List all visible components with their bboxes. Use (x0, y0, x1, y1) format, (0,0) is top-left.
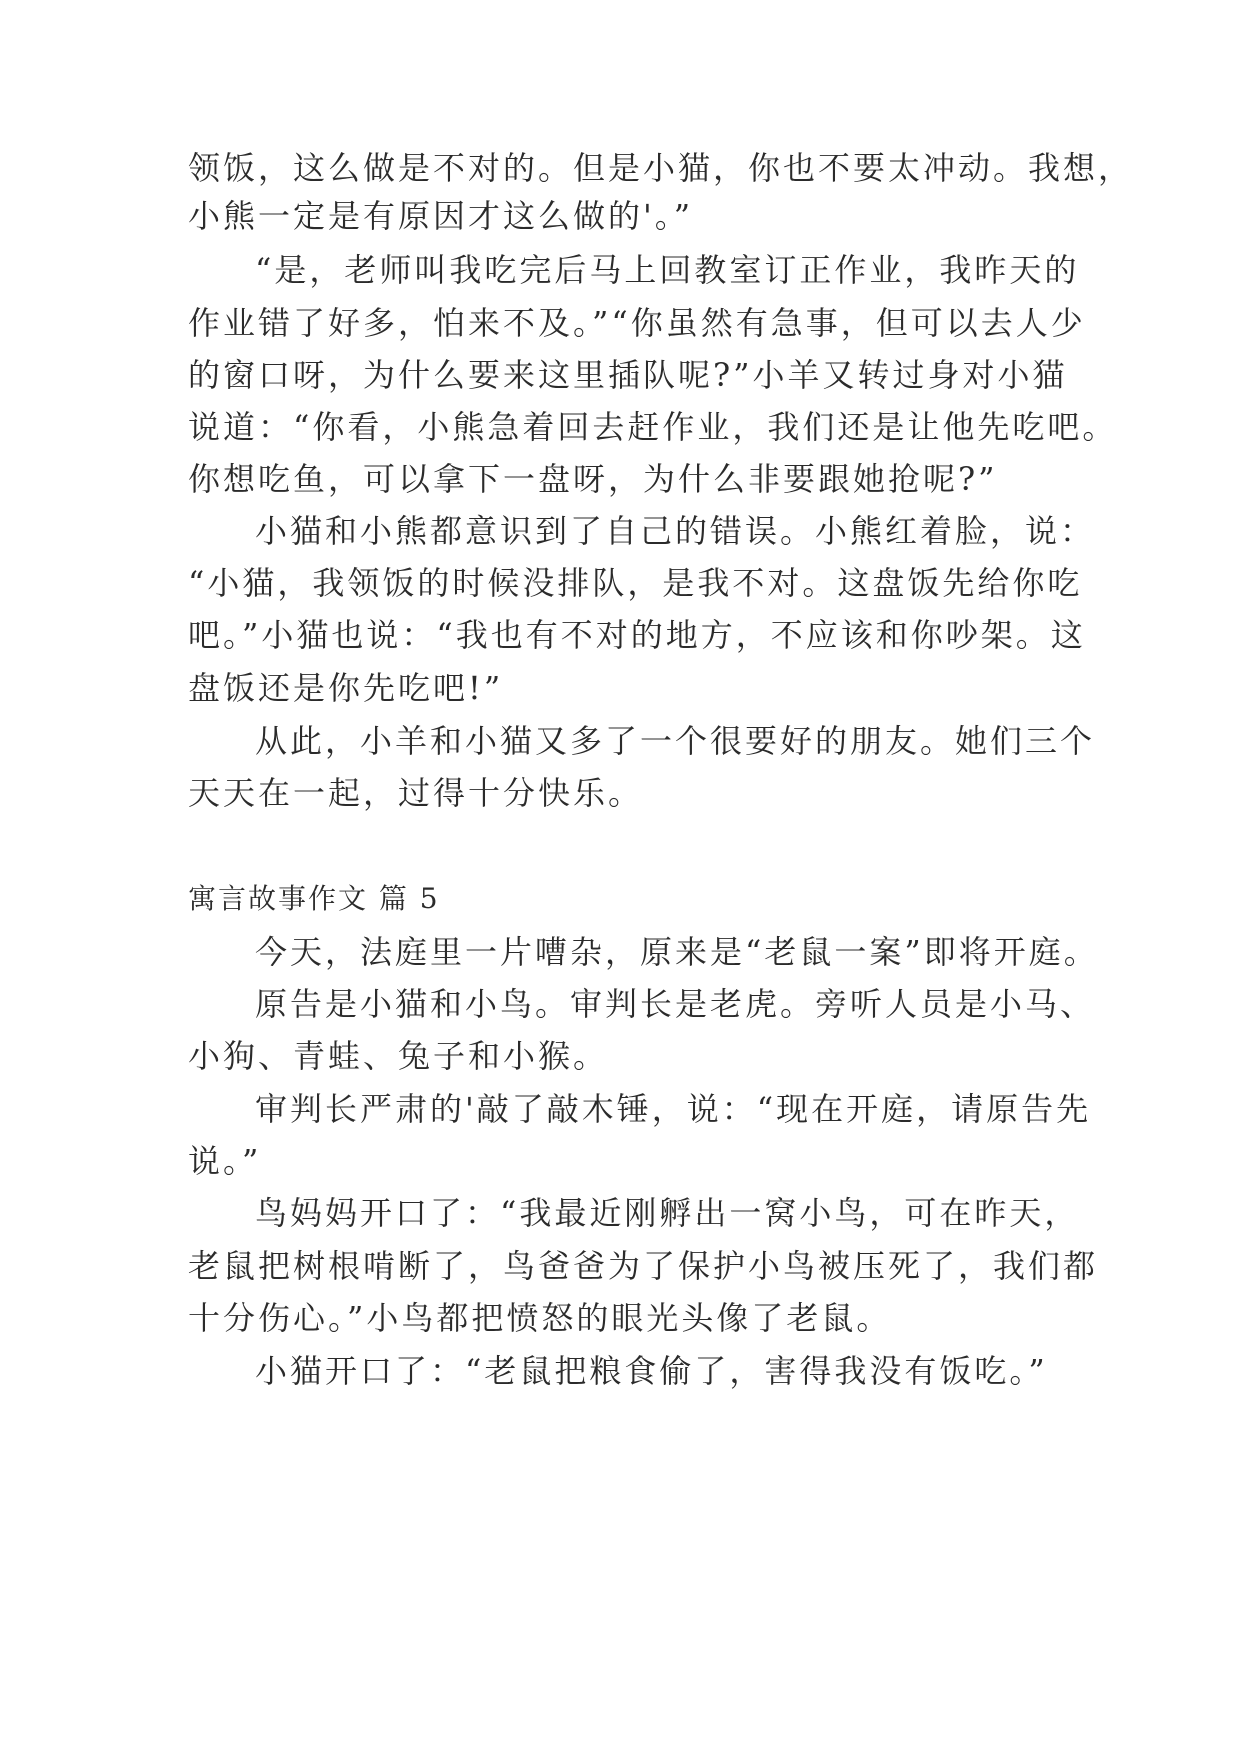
text-line: “小猫，我领饭的时候没排队，是我不对。这盘饭先给你吃 (188, 564, 1083, 602)
text-line: 小猫开口了：“老鼠把粮食偷了，害得我没有饭吃。” (255, 1352, 1048, 1390)
text-line: 审判长严肃的'敲了敲木锤，说：“现在开庭，请原告先 (255, 1090, 1092, 1128)
section-heading: 寓言故事作文 篇 5 (188, 882, 440, 915)
text-line: 小狗、青蛙、兔子和小猴。 (188, 1037, 609, 1075)
text-line: 原告是小猫和小鸟。审判长是老虎。旁听人员是小马、 (255, 985, 1096, 1023)
text-line: 十分伤心。”小鸟都把愤怒的眼光头像了老鼠。 (188, 1299, 892, 1337)
text-line: 盘饭还是你先吃吧!” (188, 669, 504, 707)
text-line: 天天在一起，过得十分快乐。 (188, 774, 644, 812)
text-line: 从此，小羊和小猫又多了一个很要好的朋友。她们三个 (255, 722, 1096, 760)
text-line: 鸟妈妈开口了：“我最近刚孵出一窝小鸟，可在昨天， (255, 1194, 1080, 1232)
text-line: “是，老师叫我吃完后马上回教室订正作业，我昨天的 (255, 251, 1080, 289)
text-line: 说。” (188, 1142, 262, 1180)
text-line: 说道：“你看，小熊急着回去赶作业，我们还是让他先吃吧。 (188, 408, 1118, 446)
text-line: 小熊一定是有原因才这么做的'。” (188, 197, 694, 235)
text-line: 小猫和小熊都意识到了自己的错误。小熊红着脸，说： (255, 512, 1096, 550)
text-line: 你想吃鱼，可以拿下一盘呀，为什么非要跟她抢呢?” (188, 460, 998, 498)
text-line: 吧。”小猫也说：“我也有不对的地方，不应该和你吵架。这 (188, 616, 1086, 654)
text-line: 今天，法庭里一片嘈杂，原来是“老鼠一案”即将开庭。 (255, 933, 1099, 971)
text-line: 作业错了好多，怕来不及。”“你虽然有急事，但可以去人少 (188, 304, 1086, 342)
text-line: 老鼠把树根啃断了，鸟爸爸为了保护小鸟被压死了，我们都 (188, 1247, 1099, 1285)
text-line: 的窗口呀，为什么要来这里插队呢?”小羊又转过身对小猫 (188, 356, 1068, 394)
text-line: 领饭，这么做是不对的。但是小猫，你也不要太冲动。我想， (188, 149, 1134, 187)
